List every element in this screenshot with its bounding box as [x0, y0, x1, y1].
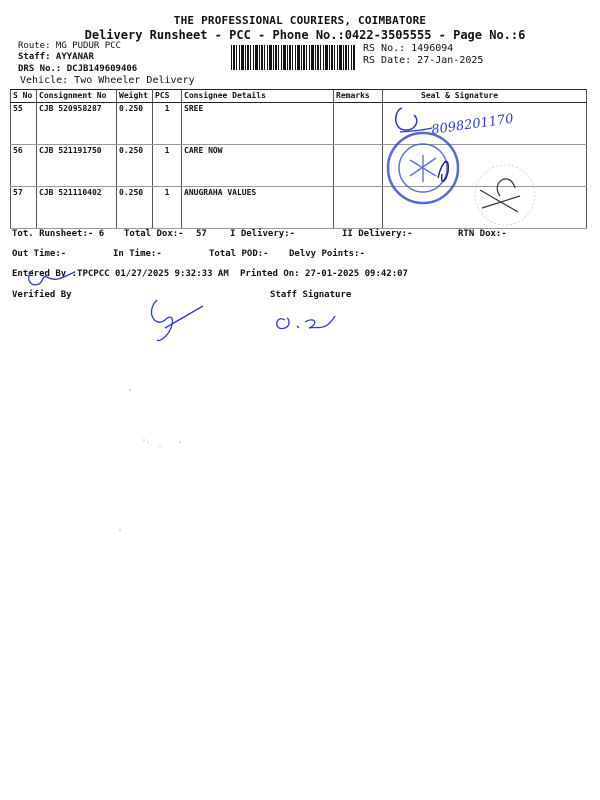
staff-signature	[277, 316, 335, 329]
stamp-seal	[388, 133, 458, 203]
cell-consignee: CARE NOW	[182, 145, 334, 187]
drs-barcode	[231, 45, 355, 70]
tot-runsheet: Tot. Runsheet:- 6	[12, 229, 105, 239]
cell-sno: 57	[11, 187, 37, 229]
i-delivery: I Delivery:-	[230, 229, 296, 239]
footer-signatures	[5, 262, 365, 352]
company-title: THE PROFESSIONAL COURIERS, COIMBATORE	[173, 14, 427, 27]
cell-pcs: 1	[153, 103, 182, 145]
seal-signature-area	[380, 100, 580, 230]
cell-remarks	[334, 103, 383, 145]
cell-sno: 55	[11, 103, 37, 145]
entered-by-signature	[29, 270, 75, 285]
cell-consignment: CJB 520958287	[37, 103, 117, 145]
cell-consignment: CJB 521191750	[37, 145, 117, 187]
col-pcs: PCS	[153, 90, 182, 103]
cell-consignee: SREE	[182, 103, 334, 145]
cell-remarks	[334, 145, 383, 187]
handwritten-phone: 8098201170	[430, 111, 515, 138]
drs-number: DRS No.: DCJB149609406	[18, 64, 138, 74]
rtn-dox: RTN Dox:-	[458, 229, 507, 239]
cell-consignee: ANUGRAHA VALUES	[182, 187, 334, 229]
col-seal-signature: Seal & Signature	[383, 90, 587, 103]
cell-consignment: CJB 521110402	[37, 187, 117, 229]
cell-weight: 0.250	[117, 145, 153, 187]
scan-specks	[100, 380, 220, 540]
out-time: Out Time:-	[12, 249, 67, 259]
total-pod: Total POD:-	[209, 249, 269, 259]
col-sno: S No	[11, 90, 37, 103]
ii-delivery: II Delivery:-	[342, 229, 413, 239]
runsheet-subtitle: Delivery Runsheet - PCC - Phone No.:0422-3505555 - Page No.:6	[84, 28, 526, 42]
vehicle-text: Vehicle: Two Wheeler Delivery	[20, 75, 195, 86]
cell-sno: 56	[11, 145, 37, 187]
col-weight: Weight	[117, 90, 153, 103]
col-consignment: Consignment No	[37, 90, 117, 103]
delvy-points: Delvy Points:-	[289, 249, 365, 259]
verified-by-signature	[152, 300, 203, 341]
rs-number: RS No.: 1496094	[363, 43, 454, 54]
cell-weight: 0.250	[117, 187, 153, 229]
printed-on: Printed On: 27-01-2025 09:42:07	[240, 269, 408, 279]
handwritten-initial	[396, 108, 417, 130]
verified-by: Verified By	[12, 290, 72, 300]
entered-by: Entered By :TPCPCC 01/27/2025 9:32:33 AM	[12, 269, 229, 279]
staff-text: Staff: AYYANAR	[18, 52, 94, 62]
staff-signature-label: Staff Signature	[270, 290, 352, 300]
total-dox: Total Dox:-	[124, 229, 184, 239]
cell-pcs: 1	[153, 145, 182, 187]
col-consignee: Consignee Details	[182, 90, 334, 103]
in-time: In Time:-	[113, 249, 162, 259]
cell-weight: 0.250	[117, 103, 153, 145]
rs-date: RS Date: 27-Jan-2025	[363, 55, 484, 66]
cell-remarks	[334, 187, 383, 229]
pencil-signature	[480, 179, 520, 212]
col-remarks: Remarks	[334, 90, 383, 103]
total-dox-value: 57	[196, 229, 207, 239]
cell-pcs: 1	[153, 187, 182, 229]
route-text: Route: MG PUDUR PCC	[18, 41, 121, 51]
